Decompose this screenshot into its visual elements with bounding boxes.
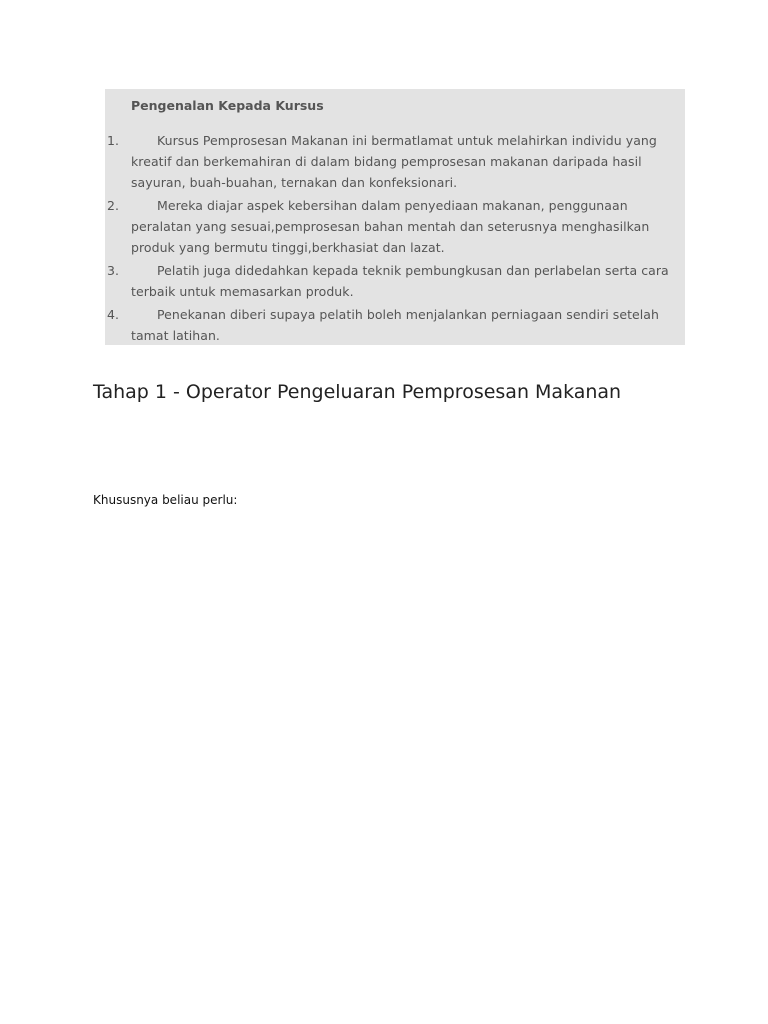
list-item bbox=[105, 130, 685, 193]
intro-title: Pengenalan Kepada Kursus bbox=[131, 98, 324, 113]
list-item-number: 1. bbox=[107, 133, 119, 148]
course-intro-box bbox=[105, 89, 685, 345]
list-item bbox=[105, 260, 685, 302]
list-item-number: 2. bbox=[107, 198, 119, 213]
list-item-text: Penekanan diberi supaya pelatih boleh menjalankan perniagaan sendiri setelah tamat latihan. bbox=[131, 307, 659, 343]
list-item-text: Kursus Pemprosesan Makanan ini bermatlamat untuk melahirkan individu yang kreatif dan berkemahiran di dalam bidang pemprosesan makanan daripada hasil sayuran, buah-buahan, ternakan dan konfeksionari. bbox=[131, 133, 657, 190]
list-item bbox=[105, 195, 685, 258]
list-item-text: Pelatih juga didedahkan kepada teknik pembungkusan dan perlabelan serta cara terbaik untuk memasarkan produk. bbox=[131, 263, 669, 299]
list-item-number: 3. bbox=[107, 263, 119, 278]
section-body-text: Khususnya beliau perlu: bbox=[93, 493, 238, 507]
intro-list bbox=[105, 130, 685, 348]
list-item-text: Mereka diajar aspek kebersihan dalam penyediaan makanan, penggunaan peralatan yang sesuai,pemprosesan bahan mentah dan seterusnya menghasilkan produk yang bermutu tinggi,berkhasiat dan lazat. bbox=[131, 198, 650, 255]
section-heading: Tahap 1 - Operator Pengeluaran Pemprosesan Makanan bbox=[93, 381, 622, 403]
list-item-number: 4. bbox=[107, 307, 119, 322]
list-item bbox=[105, 304, 685, 346]
